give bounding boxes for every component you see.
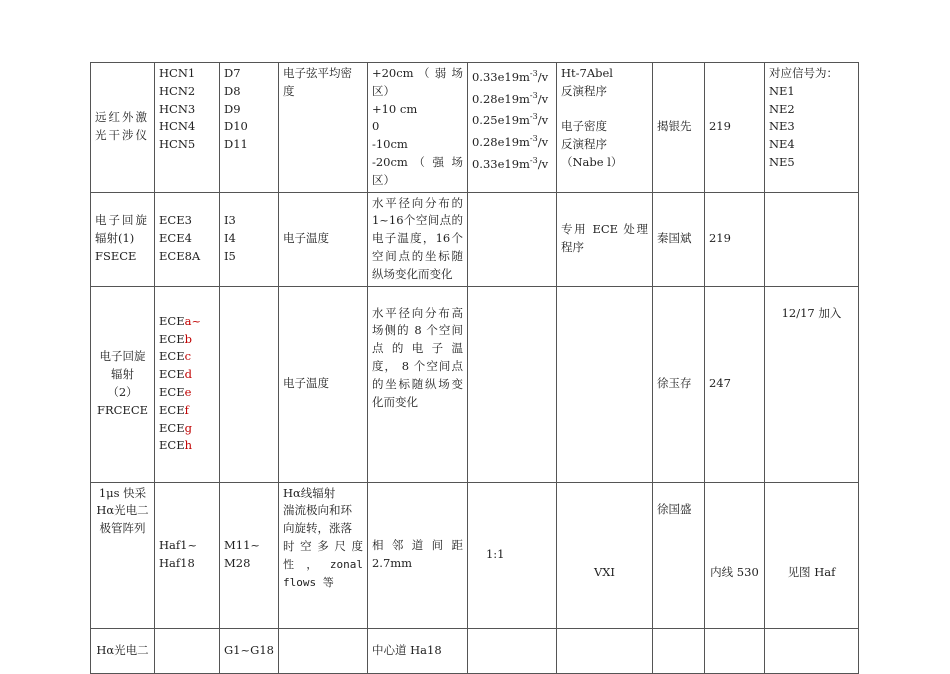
positions-cell: 相 邻 道 间 距 2.7mm <box>367 482 467 628</box>
quantity-cell: 电子弦平均密度 <box>278 63 367 193</box>
room-cell: 247 <box>704 286 764 482</box>
positions-cell: +20cm （ 弱 场 区） +10 cm 0 -10cm -20cm （ 强 场 区） <box>367 63 467 193</box>
instrument-cell: 远红外激光干涉仪 <box>91 63 155 193</box>
person-cell <box>652 628 704 673</box>
positions-cell: 水平径向分布的1~16个空间点的电子温度，16个空间点的坐标随纵场变化而变化 <box>367 192 467 286</box>
program-cell <box>556 286 652 482</box>
channels-cell <box>155 628 220 673</box>
quantity-cell: 电子温度 <box>278 192 367 286</box>
values-cell: $0.33e19m^{-3}/v$ $0.28e19m^{-3}/v$ $0.25e19m^{-3}/v$ $0.28e19m^{-3}/v$ $0.33e19m^{-3}/v$ <box>467 63 556 193</box>
notes-cell <box>764 628 858 673</box>
program-cell: Ht-7Abel 反演程序 电子密度 反演程序 （Nabe l） <box>556 63 652 193</box>
values-cell <box>467 286 556 482</box>
channels-cell: HCN1 HCN2 HCN3 HCN4 HCN5 <box>155 63 220 193</box>
dchannels-cell: I3 I4 I5 <box>220 192 279 286</box>
values-cell: 1:1 <box>467 482 556 628</box>
quantity-cell <box>278 628 367 673</box>
person-cell: 揭银先 <box>652 63 704 193</box>
person-cell: 秦国斌 <box>652 192 704 286</box>
channels-cell: ECE3 ECE4 ECE8A <box>155 192 220 286</box>
instrument-cell: Hα光电二 <box>91 628 155 673</box>
room-cell: 219 <box>704 63 764 193</box>
room-cell: 内线 530 <box>704 482 764 628</box>
table-row <box>91 63 859 193</box>
table-row <box>91 286 859 482</box>
table-row <box>91 628 859 673</box>
dchannels-cell <box>220 286 279 482</box>
channels-cell: ECEa~ ECEb ECEc ECEd ECEe ECEf ECEg ECEh <box>155 286 220 482</box>
table-row <box>91 482 859 628</box>
person-cell: 徐国盛 <box>652 482 704 628</box>
program-cell: 专用 ECE 处理程序 <box>556 192 652 286</box>
person-cell: 徐玉存 <box>652 286 704 482</box>
values-cell <box>467 628 556 673</box>
positions-cell: 水平径向分布高场侧的 8 个空间点 的 电 子 温 度， 8 个空间点的坐标随纵场变化而变化 <box>367 286 467 482</box>
dchannels-cell: G1~G18 <box>220 628 279 673</box>
instrument-cell: 电子回旋 辐射(1) FSECE <box>91 192 155 286</box>
dchannels-cell: M11~ M28 <box>220 482 279 628</box>
instrument-cell: 电子回旋 辐射 （2） FRCECE <box>91 286 155 482</box>
quantity-cell: Hα线辐射 湍流极向和环 向旋转，涨落 时 空 多 尺 度 性 ， zonal flows 等 <box>278 482 367 628</box>
values-cell <box>467 192 556 286</box>
quantity-cell: 电子温度 <box>278 286 367 482</box>
notes-cell <box>764 192 858 286</box>
channels-cell: Haf1~ Haf18 <box>155 482 220 628</box>
program-cell: VXI <box>556 482 652 628</box>
instrument-cell: 1μs 快采 Hα光电二 极管阵列 <box>91 482 155 628</box>
program-cell <box>556 628 652 673</box>
room-cell <box>704 628 764 673</box>
room-cell: 219 <box>704 192 764 286</box>
table-row <box>91 192 859 286</box>
dchannels-cell: D7 D8 D9 D10 D11 <box>220 63 279 193</box>
notes-cell: 12/17 加入 <box>764 286 858 482</box>
positions-cell: 中心道 Ha18 <box>367 628 467 673</box>
notes-cell: 见图 Haf <box>764 482 858 628</box>
notes-cell: 对应信号为： NE1 NE2 NE3 NE4 NE5 <box>764 63 858 193</box>
signal-table <box>90 62 859 674</box>
